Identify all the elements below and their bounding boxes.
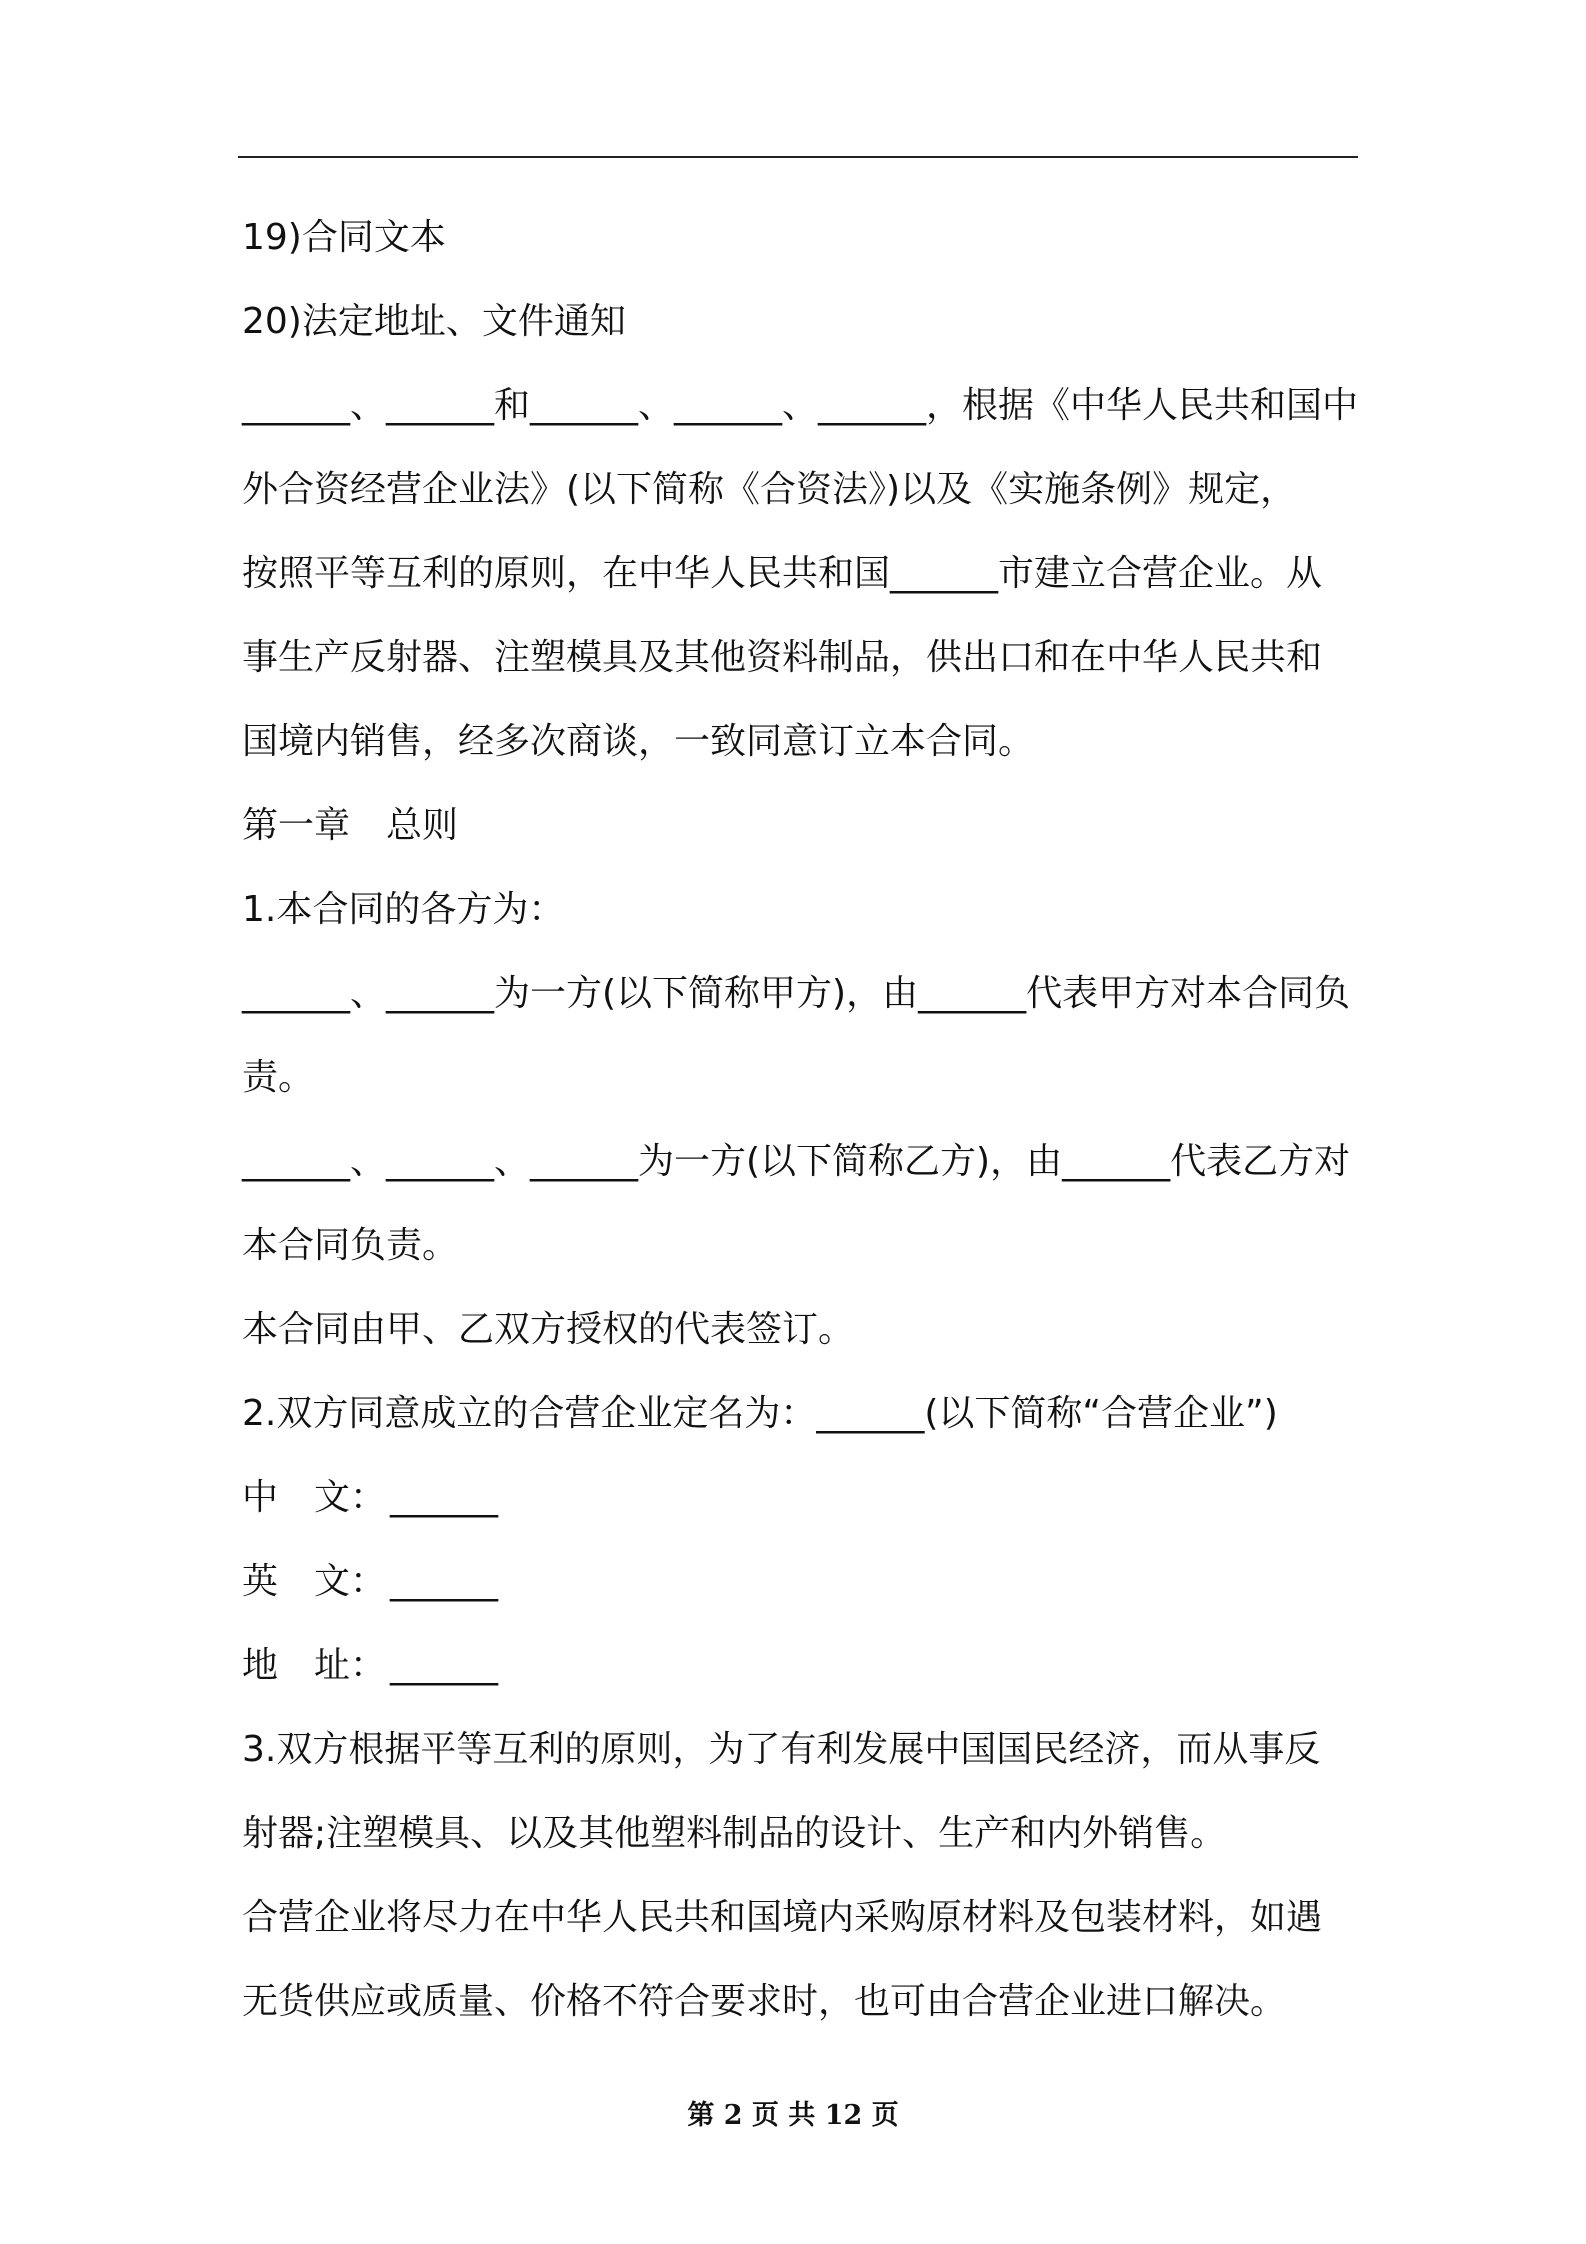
field-label: 英 文： xyxy=(242,1561,387,1602)
preamble-line-1: ______、______和______、______、______，根据《中华人民共和国中 xyxy=(242,385,1359,426)
field-label: 中 文： xyxy=(242,1477,387,1518)
document-body xyxy=(242,196,1362,2044)
preamble-line-4: 事生产反射器、注塑模具及其他资料制品，供出口和在中华人民共和 xyxy=(242,637,1323,678)
field-value: ______ xyxy=(390,1645,498,1686)
field-address xyxy=(242,1624,1362,1708)
clause-3-line-1: 3.双方根据平等互利的原则，为了有利发展中国国民经济，而从事反 xyxy=(242,1729,1321,1770)
field-english-name xyxy=(242,1540,1362,1624)
field-chinese-name xyxy=(242,1456,1362,1540)
header-rule xyxy=(238,156,1358,158)
party-a-line-2: 责。 xyxy=(242,1057,315,1098)
field-value: ______ xyxy=(390,1477,498,1518)
clause-2-line: 2.双方同意成立的合营企业定名为：______(以下简称“合营企业”) xyxy=(242,1393,1278,1434)
party-b-line-2: 本合同负责。 xyxy=(242,1225,459,1266)
preamble-line-5: 国境内销售，经多次商谈，一致同意订立本合同。 xyxy=(242,721,1035,762)
procurement-line-2: 无货供应或质量、价格不符合要求时，也可由合营企业进口解决。 xyxy=(242,1981,1287,2022)
clause-3-line-2: 射器;注塑模具、以及其他塑料制品的设计、生产和内外销售。 xyxy=(242,1813,1227,1854)
party-b-line-1: ______、______、______为一方(以下简称乙方)，由______代表乙方对 xyxy=(242,1141,1351,1182)
chapter-heading: 第一章 总则 xyxy=(242,805,459,846)
item-20-line: 20)法定地址、文件通知 xyxy=(242,301,626,342)
item-19-line: 19)合同文本 xyxy=(242,217,446,258)
preamble-line-2: 外合资经营企业法》(以下简称《合资法》)以及《实施条例》规定， xyxy=(242,469,1297,510)
procurement-line-1: 合营企业将尽力在中华人民共和国境内采购原材料及包装材料，如遇 xyxy=(242,1897,1323,1938)
field-value: ______ xyxy=(390,1561,498,1602)
party-a-line-1: ______、______为一方(以下简称甲方)，由______代表甲方对本合同负 xyxy=(242,973,1351,1014)
field-label: 地 址： xyxy=(242,1645,387,1686)
preamble-line-3: 按照平等互利的原则，在中华人民共和国______市建立合营企业。从 xyxy=(242,553,1323,594)
clause-1-heading: 1.本合同的各方为： xyxy=(242,889,565,930)
signing-line: 本合同由甲、乙双方授权的代表签订。 xyxy=(242,1309,855,1350)
page-number-footer: 第 2 页 共 12 页 xyxy=(687,2100,899,2131)
